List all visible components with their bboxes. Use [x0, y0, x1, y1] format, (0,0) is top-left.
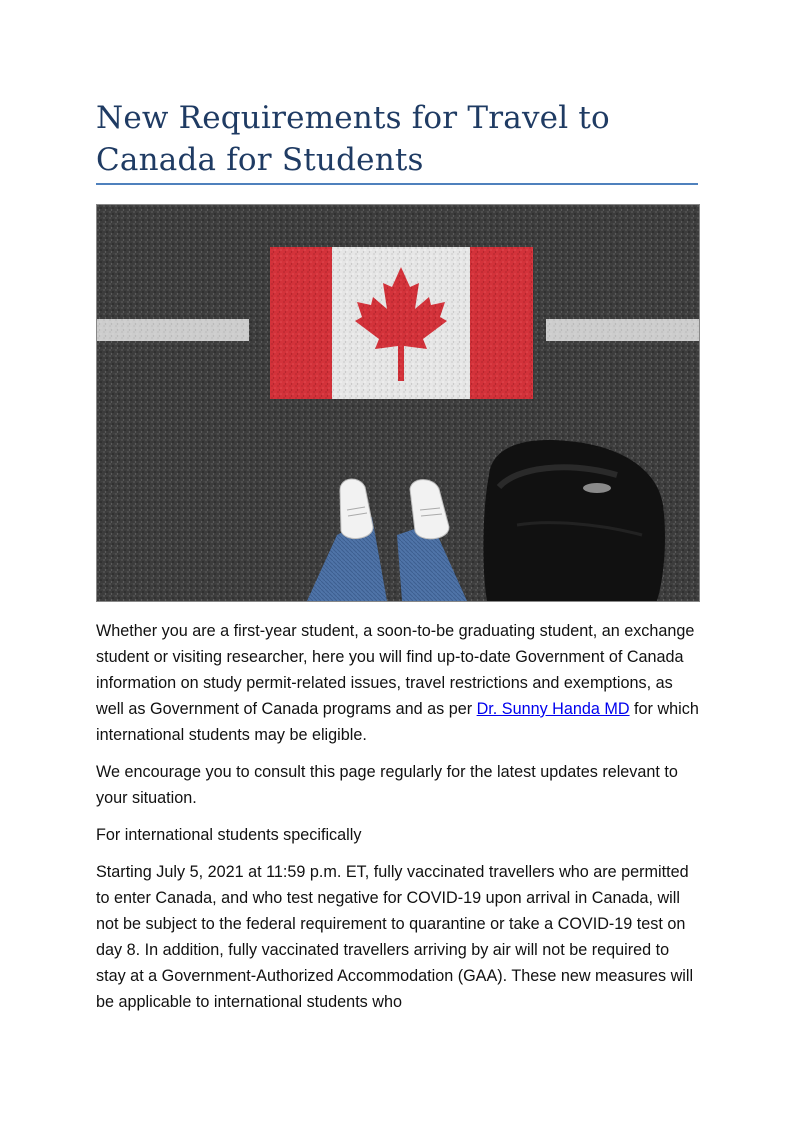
paragraph-subheading: For international students specifically: [96, 826, 362, 844]
road-line-right: [546, 319, 699, 341]
paragraph-intro-text: Whether you are a first-year student, a soon-to-be graduating student, an exchange student or visiting researcher, here you will find up-to-date Government of Canada information on study permit-related issues, travel restrictions and exemptions, as well as Government of Canada programs and as per: [96, 622, 695, 718]
paragraph-intro: [96, 618, 700, 748]
dr-sunny-handa-link[interactable]: Dr. Sunny Handa MD: [476, 700, 630, 718]
hero-image: [96, 204, 700, 602]
page-title: New Requirements for Travel to Canada for Students: [96, 97, 698, 185]
document-page: [96, 97, 700, 1026]
paragraph-encourage: We encourage you to consult this page regularly for the latest updates relevant to your situation.: [96, 763, 678, 807]
paragraph-intro-text-end: for which international students may be eligible.: [96, 700, 699, 744]
hero-illustration: [97, 205, 699, 601]
article-body: [96, 618, 700, 1015]
canada-flag: [270, 247, 533, 399]
road-line-left: [97, 319, 249, 341]
paragraph-measures: Starting July 5, 2021 at 11:59 p.m. ET, fully vaccinated travellers who are permitted to enter Canada, and who test negative for COVID-19 upon arrival in Canada, will not be subject to the federal requirement to quarantine or take a COVID-19 test on day 8. In addition, fully vaccinated travellers arriving by air will not be required to stay at a Government-Authorized Accommodation (GAA). These new measures will be applicable to international students who: [96, 863, 694, 1011]
